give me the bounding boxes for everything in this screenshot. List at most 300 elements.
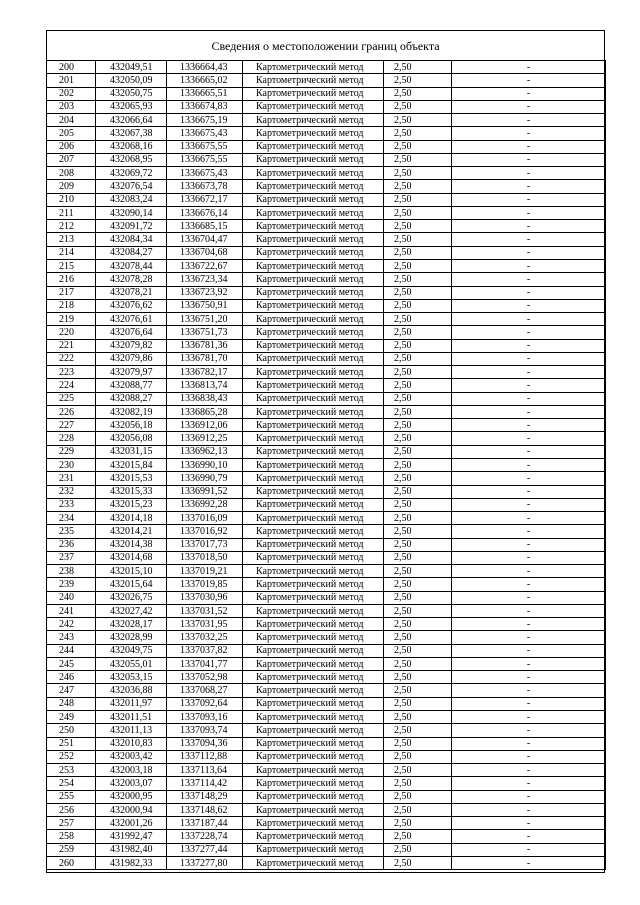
y-coordinate-cell: 1336675,43: [167, 167, 243, 180]
x-coordinate-cell: 432084,27: [96, 246, 167, 259]
method-cell: Картометрический метод: [243, 246, 384, 259]
description-cell: -: [452, 458, 606, 471]
method-cell: Картометрический метод: [243, 618, 384, 631]
x-coordinate-cell: 432076,64: [96, 326, 167, 339]
table-row: [47, 618, 606, 631]
description-cell: -: [452, 339, 606, 352]
method-cell: Картометрический метод: [243, 485, 384, 498]
description-cell: -: [452, 259, 606, 272]
point-number-cell: 253: [47, 764, 96, 777]
y-coordinate-cell: 1336675,19: [167, 114, 243, 127]
precision-cell: 2,50: [384, 246, 452, 259]
description-cell: -: [452, 538, 606, 551]
description-cell: -: [452, 591, 606, 604]
x-coordinate-cell: 432079,82: [96, 339, 167, 352]
table-row: [47, 366, 606, 379]
point-number-cell: 214: [47, 246, 96, 259]
description-cell: -: [452, 671, 606, 684]
point-number-cell: 249: [47, 711, 96, 724]
precision-cell: 2,50: [384, 498, 452, 511]
coordinates-table: [46, 60, 606, 870]
method-cell: Картометрический метод: [243, 366, 384, 379]
table-row: [47, 87, 606, 100]
method-cell: Картометрический метод: [243, 180, 384, 193]
table-row: [47, 803, 606, 816]
table-row: [47, 352, 606, 365]
x-coordinate-cell: 432082,19: [96, 405, 167, 418]
description-cell: -: [452, 790, 606, 803]
y-coordinate-cell: 1336685,15: [167, 220, 243, 233]
point-number-cell: 222: [47, 352, 96, 365]
x-coordinate-cell: 432056,08: [96, 432, 167, 445]
x-coordinate-cell: 432001,26: [96, 817, 167, 830]
table-row: [47, 843, 606, 856]
y-coordinate-cell: 1337228,74: [167, 830, 243, 843]
description-cell: -: [452, 817, 606, 830]
method-cell: Картометрический метод: [243, 193, 384, 206]
x-coordinate-cell: 432049,75: [96, 644, 167, 657]
precision-cell: 2,50: [384, 366, 452, 379]
method-cell: Картометрический метод: [243, 392, 384, 405]
table-row: [47, 153, 606, 166]
precision-cell: 2,50: [384, 472, 452, 485]
table-title: Сведения о местоположении границ объекта: [211, 39, 440, 53]
method-cell: Картометрический метод: [243, 671, 384, 684]
description-cell: -: [452, 472, 606, 485]
x-coordinate-cell: 432056,18: [96, 419, 167, 432]
table-row: [47, 299, 606, 312]
description-cell: -: [452, 74, 606, 87]
precision-cell: 2,50: [384, 392, 452, 405]
table-row: [47, 817, 606, 830]
table-row: [47, 273, 606, 286]
point-number-cell: 226: [47, 405, 96, 418]
y-coordinate-cell: 1336674,83: [167, 100, 243, 113]
method-cell: Картометрический метод: [243, 419, 384, 432]
x-coordinate-cell: 432015,10: [96, 565, 167, 578]
description-cell: -: [452, 114, 606, 127]
table-row: [47, 326, 606, 339]
precision-cell: 2,50: [384, 259, 452, 272]
method-cell: Картометрический метод: [243, 100, 384, 113]
point-number-cell: 238: [47, 565, 96, 578]
x-coordinate-cell: 432083,24: [96, 193, 167, 206]
method-cell: Картометрический метод: [243, 140, 384, 153]
coordinates-table-body: [47, 61, 606, 870]
method-cell: Картометрический метод: [243, 326, 384, 339]
y-coordinate-cell: 1337187,44: [167, 817, 243, 830]
table-row: [47, 724, 606, 737]
description-cell: -: [452, 167, 606, 180]
precision-cell: 2,50: [384, 140, 452, 153]
y-coordinate-cell: 1336865,28: [167, 405, 243, 418]
method-cell: Картометрический метод: [243, 684, 384, 697]
point-number-cell: 201: [47, 74, 96, 87]
y-coordinate-cell: 1336751,20: [167, 313, 243, 326]
y-coordinate-cell: 1337113,64: [167, 764, 243, 777]
method-cell: Картометрический метод: [243, 724, 384, 737]
point-number-cell: 213: [47, 233, 96, 246]
precision-cell: 2,50: [384, 100, 452, 113]
y-coordinate-cell: 1337037,82: [167, 644, 243, 657]
point-number-cell: 250: [47, 724, 96, 737]
point-number-cell: 223: [47, 366, 96, 379]
point-number-cell: 242: [47, 618, 96, 631]
point-number-cell: 255: [47, 790, 96, 803]
x-coordinate-cell: 432090,14: [96, 206, 167, 219]
point-number-cell: 247: [47, 684, 96, 697]
table-row: [47, 61, 606, 74]
x-coordinate-cell: 432076,61: [96, 313, 167, 326]
table-row: [47, 684, 606, 697]
x-coordinate-cell: 432065,93: [96, 100, 167, 113]
x-coordinate-cell: 432068,16: [96, 140, 167, 153]
precision-cell: 2,50: [384, 604, 452, 617]
y-coordinate-cell: 1336781,36: [167, 339, 243, 352]
x-coordinate-cell: 432014,38: [96, 538, 167, 551]
x-coordinate-cell: 432028,17: [96, 618, 167, 631]
table-row: [47, 246, 606, 259]
precision-cell: 2,50: [384, 405, 452, 418]
point-number-cell: 211: [47, 206, 96, 219]
description-cell: -: [452, 803, 606, 816]
description-cell: -: [452, 631, 606, 644]
description-cell: -: [452, 220, 606, 233]
x-coordinate-cell: 431982,33: [96, 856, 167, 869]
x-coordinate-cell: 432079,97: [96, 366, 167, 379]
precision-cell: 2,50: [384, 153, 452, 166]
point-number-cell: 217: [47, 286, 96, 299]
x-coordinate-cell: 432079,86: [96, 352, 167, 365]
description-cell: -: [452, 313, 606, 326]
point-number-cell: 251: [47, 737, 96, 750]
y-coordinate-cell: 1336704,47: [167, 233, 243, 246]
x-coordinate-cell: 432015,64: [96, 578, 167, 591]
table-row: [47, 764, 606, 777]
precision-cell: 2,50: [384, 313, 452, 326]
table-row: [47, 830, 606, 843]
y-coordinate-cell: 1337068,27: [167, 684, 243, 697]
y-coordinate-cell: 1336675,43: [167, 127, 243, 140]
table-row: [47, 538, 606, 551]
precision-cell: 2,50: [384, 631, 452, 644]
method-cell: Картометрический метод: [243, 273, 384, 286]
method-cell: Картометрический метод: [243, 830, 384, 843]
method-cell: Картометрический метод: [243, 127, 384, 140]
point-number-cell: 206: [47, 140, 96, 153]
x-coordinate-cell: 432069,72: [96, 167, 167, 180]
description-cell: -: [452, 445, 606, 458]
point-number-cell: 254: [47, 777, 96, 790]
x-coordinate-cell: 432011,51: [96, 711, 167, 724]
precision-cell: 2,50: [384, 777, 452, 790]
y-coordinate-cell: 1337112,88: [167, 750, 243, 763]
precision-cell: 2,50: [384, 286, 452, 299]
precision-cell: 2,50: [384, 525, 452, 538]
description-cell: -: [452, 432, 606, 445]
description-cell: -: [452, 856, 606, 869]
precision-cell: 2,50: [384, 724, 452, 737]
point-number-cell: 259: [47, 843, 96, 856]
table-row: [47, 485, 606, 498]
precision-cell: 2,50: [384, 206, 452, 219]
x-coordinate-cell: 432053,15: [96, 671, 167, 684]
point-number-cell: 232: [47, 485, 96, 498]
precision-cell: 2,50: [384, 419, 452, 432]
point-number-cell: 240: [47, 591, 96, 604]
method-cell: Картометрический метод: [243, 657, 384, 670]
x-coordinate-cell: 432078,21: [96, 286, 167, 299]
point-number-cell: 236: [47, 538, 96, 551]
x-coordinate-cell: 432066,64: [96, 114, 167, 127]
description-cell: -: [452, 379, 606, 392]
y-coordinate-cell: 1337041,77: [167, 657, 243, 670]
y-coordinate-cell: 1336665,02: [167, 74, 243, 87]
y-coordinate-cell: 1337277,80: [167, 856, 243, 869]
y-coordinate-cell: 1336838,43: [167, 392, 243, 405]
description-cell: -: [452, 737, 606, 750]
precision-cell: 2,50: [384, 790, 452, 803]
method-cell: Картометрический метод: [243, 512, 384, 525]
method-cell: Картометрический метод: [243, 803, 384, 816]
description-cell: -: [452, 750, 606, 763]
table-row: [47, 551, 606, 564]
description-cell: -: [452, 87, 606, 100]
x-coordinate-cell: 432055,01: [96, 657, 167, 670]
boundary-table-frame: [46, 30, 605, 873]
x-coordinate-cell: 432076,54: [96, 180, 167, 193]
method-cell: Картометрический метод: [243, 233, 384, 246]
precision-cell: 2,50: [384, 379, 452, 392]
precision-cell: 2,50: [384, 127, 452, 140]
method-cell: Картометрический метод: [243, 591, 384, 604]
description-cell: -: [452, 193, 606, 206]
method-cell: Картометрический метод: [243, 604, 384, 617]
x-coordinate-cell: 432003,18: [96, 764, 167, 777]
y-coordinate-cell: 1336704,68: [167, 246, 243, 259]
y-coordinate-cell: 1336991,52: [167, 485, 243, 498]
x-coordinate-cell: 432036,88: [96, 684, 167, 697]
y-coordinate-cell: 1336664,43: [167, 61, 243, 74]
table-row: [47, 286, 606, 299]
point-number-cell: 203: [47, 100, 96, 113]
point-number-cell: 220: [47, 326, 96, 339]
point-number-cell: 257: [47, 817, 96, 830]
table-row: [47, 180, 606, 193]
point-number-cell: 248: [47, 697, 96, 710]
method-cell: Картометрический метод: [243, 538, 384, 551]
table-row: [47, 604, 606, 617]
method-cell: Картометрический метод: [243, 472, 384, 485]
table-row: [47, 339, 606, 352]
description-cell: -: [452, 498, 606, 511]
method-cell: Картометрический метод: [243, 737, 384, 750]
precision-cell: 2,50: [384, 61, 452, 74]
table-row: [47, 565, 606, 578]
precision-cell: 2,50: [384, 817, 452, 830]
description-cell: -: [452, 366, 606, 379]
y-coordinate-cell: 1336990,10: [167, 458, 243, 471]
table-row: [47, 233, 606, 246]
method-cell: Картометрический метод: [243, 697, 384, 710]
point-number-cell: 258: [47, 830, 96, 843]
precision-cell: 2,50: [384, 180, 452, 193]
precision-cell: 2,50: [384, 233, 452, 246]
precision-cell: 2,50: [384, 551, 452, 564]
precision-cell: 2,50: [384, 750, 452, 763]
method-cell: Картометрический метод: [243, 750, 384, 763]
precision-cell: 2,50: [384, 273, 452, 286]
table-row: [47, 498, 606, 511]
precision-cell: 2,50: [384, 578, 452, 591]
precision-cell: 2,50: [384, 445, 452, 458]
method-cell: Картометрический метод: [243, 87, 384, 100]
y-coordinate-cell: 1337148,62: [167, 803, 243, 816]
table-row: [47, 790, 606, 803]
y-coordinate-cell: 1337093,16: [167, 711, 243, 724]
description-cell: -: [452, 299, 606, 312]
x-coordinate-cell: 432078,28: [96, 273, 167, 286]
description-cell: -: [452, 153, 606, 166]
description-cell: -: [452, 273, 606, 286]
point-number-cell: 244: [47, 644, 96, 657]
y-coordinate-cell: 1336672,17: [167, 193, 243, 206]
precision-cell: 2,50: [384, 830, 452, 843]
point-number-cell: 237: [47, 551, 96, 564]
method-cell: Картометрический метод: [243, 313, 384, 326]
description-cell: -: [452, 711, 606, 724]
y-coordinate-cell: 1337094,36: [167, 737, 243, 750]
y-coordinate-cell: 1337093,74: [167, 724, 243, 737]
point-number-cell: 208: [47, 167, 96, 180]
point-number-cell: 202: [47, 87, 96, 100]
method-cell: Картометрический метод: [243, 339, 384, 352]
method-cell: Картометрический метод: [243, 631, 384, 644]
table-row: [47, 392, 606, 405]
method-cell: Картометрический метод: [243, 259, 384, 272]
table-row: [47, 313, 606, 326]
table-row: [47, 631, 606, 644]
point-number-cell: 209: [47, 180, 96, 193]
y-coordinate-cell: 1337032,25: [167, 631, 243, 644]
method-cell: Картометрический метод: [243, 578, 384, 591]
method-cell: Картометрический метод: [243, 74, 384, 87]
precision-cell: 2,50: [384, 74, 452, 87]
description-cell: -: [452, 843, 606, 856]
y-coordinate-cell: 1337016,09: [167, 512, 243, 525]
method-cell: Картометрический метод: [243, 777, 384, 790]
x-coordinate-cell: 432000,94: [96, 803, 167, 816]
y-coordinate-cell: 1337277,44: [167, 843, 243, 856]
x-coordinate-cell: 432014,21: [96, 525, 167, 538]
precision-cell: 2,50: [384, 167, 452, 180]
x-coordinate-cell: 432010,83: [96, 737, 167, 750]
table-row: [47, 220, 606, 233]
description-cell: -: [452, 61, 606, 74]
x-coordinate-cell: 431982,40: [96, 843, 167, 856]
x-coordinate-cell: 432027,42: [96, 604, 167, 617]
y-coordinate-cell: 1336992,28: [167, 498, 243, 511]
point-number-cell: 221: [47, 339, 96, 352]
description-cell: -: [452, 724, 606, 737]
y-coordinate-cell: 1337114,42: [167, 777, 243, 790]
x-coordinate-cell: 432088,77: [96, 379, 167, 392]
precision-cell: 2,50: [384, 737, 452, 750]
precision-cell: 2,50: [384, 87, 452, 100]
precision-cell: 2,50: [384, 618, 452, 631]
point-number-cell: 231: [47, 472, 96, 485]
y-coordinate-cell: 1336723,92: [167, 286, 243, 299]
description-cell: -: [452, 551, 606, 564]
table-row: [47, 405, 606, 418]
precision-cell: 2,50: [384, 299, 452, 312]
precision-cell: 2,50: [384, 764, 452, 777]
method-cell: Картометрический метод: [243, 551, 384, 564]
precision-cell: 2,50: [384, 193, 452, 206]
y-coordinate-cell: 1336673,78: [167, 180, 243, 193]
table-row: [47, 206, 606, 219]
description-cell: -: [452, 684, 606, 697]
precision-cell: 2,50: [384, 565, 452, 578]
y-coordinate-cell: 1336665,51: [167, 87, 243, 100]
x-coordinate-cell: 432050,09: [96, 74, 167, 87]
table-row: [47, 591, 606, 604]
method-cell: Картометрический метод: [243, 458, 384, 471]
method-cell: Картометрический метод: [243, 379, 384, 392]
y-coordinate-cell: 1336675,55: [167, 140, 243, 153]
method-cell: Картометрический метод: [243, 220, 384, 233]
precision-cell: 2,50: [384, 432, 452, 445]
point-number-cell: 204: [47, 114, 96, 127]
table-row: [47, 114, 606, 127]
table-row: [47, 379, 606, 392]
y-coordinate-cell: 1337019,21: [167, 565, 243, 578]
description-cell: -: [452, 565, 606, 578]
description-cell: -: [452, 697, 606, 710]
method-cell: Картометрический метод: [243, 445, 384, 458]
point-number-cell: 229: [47, 445, 96, 458]
method-cell: Картометрический метод: [243, 790, 384, 803]
precision-cell: 2,50: [384, 538, 452, 551]
table-row: [47, 140, 606, 153]
x-coordinate-cell: 431992,47: [96, 830, 167, 843]
y-coordinate-cell: 1337148,29: [167, 790, 243, 803]
y-coordinate-cell: 1336782,17: [167, 366, 243, 379]
table-row: [47, 711, 606, 724]
point-number-cell: 212: [47, 220, 96, 233]
table-row: [47, 657, 606, 670]
description-cell: -: [452, 352, 606, 365]
description-cell: -: [452, 140, 606, 153]
point-number-cell: 252: [47, 750, 96, 763]
table-row: [47, 644, 606, 657]
description-cell: -: [452, 127, 606, 140]
precision-cell: 2,50: [384, 485, 452, 498]
y-coordinate-cell: 1336990,79: [167, 472, 243, 485]
y-coordinate-cell: 1336912,25: [167, 432, 243, 445]
method-cell: Картометрический метод: [243, 352, 384, 365]
table-row: [47, 167, 606, 180]
y-coordinate-cell: 1336750,91: [167, 299, 243, 312]
point-number-cell: 215: [47, 259, 96, 272]
point-number-cell: 239: [47, 578, 96, 591]
x-coordinate-cell: 432014,18: [96, 512, 167, 525]
point-number-cell: 234: [47, 512, 96, 525]
precision-cell: 2,50: [384, 711, 452, 724]
point-number-cell: 218: [47, 299, 96, 312]
y-coordinate-cell: 1336962,13: [167, 445, 243, 458]
table-row: [47, 472, 606, 485]
